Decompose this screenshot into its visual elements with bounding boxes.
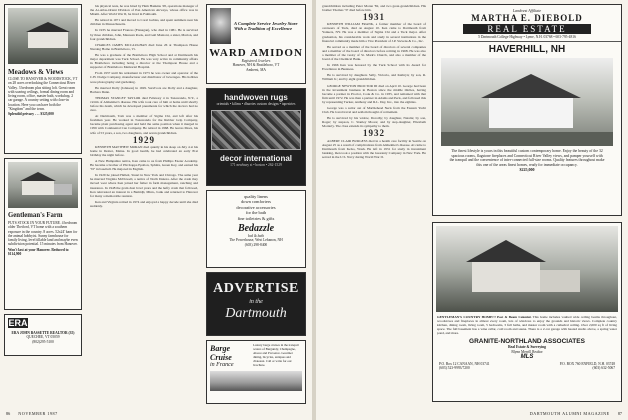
left-page	[0, 0, 312, 420]
diebold-tagline: Landvest Affiliate	[512, 8, 542, 13]
diebold-ad	[432, 4, 622, 216]
paragraph: KENNETH WILLIAM FRANK, a former member of the board of overseers of Tuck, died on August 10. Ken came to Dartmouth from Yonkers, NY. He was a member of Sigma Chi and a Tuck major. After graduation, his considerable work and study in several institutions in the financial community made him a Vice President of J.P. Stevens & Co., Inc.	[322, 22, 426, 43]
year-heading-1931: 1931	[363, 12, 385, 23]
diebold-town: HAVERHILL, NH	[488, 44, 566, 56]
gentleman-farm-title: Gentleman's Farm	[8, 212, 63, 219]
decor-address: 171 newbury st • boston • 262-1529	[230, 163, 282, 168]
paragraph: He married Dolly (Johnson) in 1929. Survivors are Dolly and a daughter, Barbara Dunn.	[90, 85, 198, 94]
paragraph: grandchildren including Peter Moran '82, and two great-grandchildren. His brother Thomas '37 died before him.	[322, 4, 426, 13]
paragraph: He was a graduate of the Brattleboro High School and at Dartmouth his major department was Tuck School. He was very active in community affairs in Brattleboro including being a director at the Thompson House and a supporter of Brattleboro Memorial Hospital.	[90, 52, 198, 70]
page-number-left: 86	[6, 411, 11, 416]
ward-amidon-town: Amherst, MA	[246, 67, 266, 72]
decor-international-ad	[206, 88, 306, 186]
granite-body: This home includes vaulted wide ceiling beams throughout, woodstoves and fireplaces in almost every room, lots of windows to enjoy the grounds and historic views. Complete country kitchen, dining room, living room, 5 bedrooms, 3 full baths, and master room with a cathedral ceiling. Over 2,000 sq ft of living space. The full basement has a wine cellar, cold room and sauna. There is a 2-car garage with heated studio above, a spring water pond, and more.	[437, 315, 617, 336]
era-logo: ERA	[8, 318, 28, 328]
paragraph: KENNETH MATTHEW MORAN died quietly in his sleep on July 4 at his home in Dexter, Maine. In good health, he had celebrated an early 81st birthday the night before.	[90, 144, 198, 157]
barge-title2: in France	[210, 362, 234, 368]
bedazzle-line: decorative accessories	[236, 204, 276, 210]
decor-items: orientals • kilims • dhurries custom designs • tapestries	[216, 102, 296, 106]
granite-contact: Blynn Merrill Realtor	[511, 349, 543, 354]
jewelry-title: A Complete Service Jewelry Store With a Tradition of Excellence	[234, 20, 298, 31]
advertise-line3: Dartmouth	[225, 306, 287, 321]
bedazzle-line: down comforters	[241, 199, 271, 205]
paragraph: GEORGE NEWTON PROCTOR III died on April 10. George had been in the investment business in Boston since the middle thirties, having become a partner in Proctor, Cook & Co. in 1935, and remained with that firm until 1972. He was then a partner in Adams and Peck, and followed this by representing Tucker, Anthony and R.L. Day, Inc., into the eighties.	[322, 83, 426, 104]
paragraph: From 1937 until his retirement in 1973 he was owner and operator of the C.H. Dodge Company, manufacturer and distributor of beverages. His hobbies were photography and gardening.	[90, 71, 198, 84]
bedazzle-sub: bed & bath	[247, 234, 265, 239]
jewelry-ad	[206, 4, 306, 84]
diebold-name: MARTHA E. DIEBOLD	[471, 13, 583, 23]
gentleman-farm-cta: Won't last at your Hanover. Reduced to $114,900	[8, 247, 69, 257]
era-town: QUECHEE, VT 05059	[26, 335, 60, 340]
bedazzle-line: fine toiletries & gifts	[237, 215, 275, 221]
ward-amidon-name: WARD AMIDON	[209, 47, 303, 59]
granite-address-left: P.O. Box 12 CANAAN, NH 03741	[439, 362, 490, 367]
right-page	[316, 0, 628, 420]
barge-cruise-ad	[206, 340, 306, 404]
right-footer	[530, 411, 622, 416]
magazine-name: DARTMOUTH ALUMNI MAGAZINE	[529, 411, 610, 416]
rug-pattern	[211, 110, 301, 150]
barge-body: Luxury barge cruises in the tranquil waters of Burgundy, Champagne, Alsace and Provence. Gourmet dining, bicycles, antiques and chateaux. Call or write for our brochure.	[253, 343, 299, 367]
diebold-price: $225,000	[519, 166, 535, 172]
granite-phone-left: (603) 523-9993/7200	[439, 366, 470, 371]
granite-phone-right: (603) 632-5067	[592, 366, 615, 371]
era-phone: (802)295-5100	[32, 339, 54, 344]
page-number-right: 87	[617, 411, 622, 416]
paragraph: Ken and Virginia retired in 1974 and enjoyed a happy decade until she died suddenly.	[90, 199, 198, 208]
barge-illustration	[210, 371, 302, 391]
paragraph: In 1935 he married Frances (Flanagan), who died in 1981. He is survived by three children, John, Maureen Rook, and Gail Mantoni, a sister, Marion, and four grandchildren.	[90, 28, 198, 41]
meadows-ad	[4, 4, 82, 154]
paragraph: CHARLES JAMES MCCAUGHAN died June 26 at Thompson House Nursing Home in Brattleboro, Vt.	[90, 42, 198, 51]
diebold-description: The finest lifestyle is yours in this beautiful custom contemporary home. Enjoy the beauty of the 32 spacious rooms, flagstone fireplaces and Connecticut River Valley views, and pamper yourself with the tranquil and the convenience of inter-connected full-size rooms. Quality features throughout make this one of the areas finest homes, ready for immediate occupancy.	[449, 149, 605, 168]
paragraph: George was a sailor out of Marblehead Neck from the Eastern Yacht Club. He loved travel and seldom thought of retirement.	[322, 105, 426, 115]
paragraph: In 1929 he joined Hallett, Stuart in New York and Chicago. The same year he married Virginia McDowell, a native of North Dakota. After the crash they moved west where Ken joined her father in farm management, ranching and insurance. In 1948 the grain dust bowl years and the hefty crash that followed, Ken reinvested an interest in a Bemidji, Minn., bank and returned to Hanover for many a memorable reunion.	[90, 173, 198, 198]
left-footer	[6, 411, 58, 416]
bedazzle-name: Bedazzle	[237, 223, 275, 235]
paragraph: THOMAS STANLEY TAYLOR died February 4 in Tonawanda, N.Y., a victim of Alzheimer's disease. His wife took care of him at home until shortly before his death, which he developed pneumonia for which the doctors had no cure.	[90, 95, 198, 113]
decor-title: handwoven rugs	[224, 93, 288, 102]
right-text-column	[322, 4, 426, 400]
barge-title: Barge Cruise	[210, 344, 232, 362]
gentleman-farm-body: PUTS STOCK IN YOUR FUTURE. 4 bedroom older Thetford, VT home with a southern exposure in the country. 8 acres. 52x24' barn for the animal hobbyist. Sunny farmhouse for family living, level tillable land and maybe even subdivision potential. 15 minutes from Hanover.	[8, 221, 78, 247]
meadows-title: Meadows & Views	[8, 68, 64, 76]
haverhill-photo	[441, 58, 613, 146]
advertise-line1: ADVERTISE	[213, 281, 299, 296]
bedazzle-phone: (603) 298-8400	[244, 242, 268, 247]
paragraph: He is survived by daughters Sally, Victoria, and Kathryn; by son, R. William Jr.; and by eight grandchildren.	[322, 73, 426, 82]
issue-date: NOVEMBER 1987	[18, 411, 58, 416]
farm-photo	[8, 162, 78, 208]
diebold-sub: REAL ESTATE	[463, 24, 591, 34]
paragraph: In 1966 Ken was honored by the Tuck School with its Award for Excellence in Business.	[322, 63, 426, 72]
advertise-ad	[206, 272, 306, 336]
era-realtor-ad	[4, 314, 82, 356]
paragraph: He retired in 1971 and moved to Coral Gables, and spent summers near his children in Massachusetts.	[90, 18, 198, 27]
paragraph: He is survived by his widow, Dorothy; by daughter, Natalie; by son, Roger; by stepson, C. Stanley Moore; and by step-daughter, Elizabeth Moriarty. The class extends its sympathy to them.	[322, 116, 426, 129]
mls-logo: MLS	[520, 354, 534, 361]
paragraph: He served as a member of the board of directors of several companies and a member of the board of directors before retiring in 1968. He was also a member of the vestry of St. Mark's Church, and also a member of the board of the Chemical Bank.	[322, 44, 426, 62]
bedazzle-address: The Powerhouse, West Lebanon, NH	[229, 238, 283, 243]
year-heading-1932: 1932	[363, 128, 385, 139]
paragraph: A New Hampshire native, Ken came to us from Phillips Exeter Academy. He became a brother of Phi Kappa Epsilon, Sphinx, Green Key, and earned his "D" in baseball. He majored in English.	[90, 159, 198, 172]
ward-amidon-subtitle: Registered Jewelers	[241, 59, 271, 63]
paragraph: ALBERT CLAIR BURGESS died in a health care facility in Seattle on August 25 as a result of complications from Alzheimer's disease. Al came to Dartmouth from Kelso, Wash. He left in 1931 for study in investment banking, then took a position with the Guaranty Company in New York. He served in the U.S. Navy during World War II.	[322, 138, 426, 159]
bedazzle-ad	[206, 190, 306, 268]
left-text-column	[90, 4, 198, 400]
decor-name: decor international	[219, 154, 292, 164]
meadows-body: CLOSE TO HANOVER & WOODSTOCK, VT on 28 acres overlooking the Connecticut River Valley. 3 bedroom plus sitting loft. Great room with soaring ceilings, formal dining room and living room, office, master bath, workshop, 2 car garage. A country setting with close-in location. Here you can have both the "Kingdom" and the town.	[8, 77, 78, 112]
gentleman-country-home-photo	[436, 226, 618, 312]
paragraph: At Dartmouth, Tom was a member of Sigma Chi, and left after his freshman year. He worked in Tonawanda for the Rubber Grip Company, became plant purchasing agent and held the same position when it merged in 1956 with Continental Can Company. He retired in 1968. He leaves Moza, his wife of 53 years, a son, two daughters, and seven grandchildren.	[90, 114, 198, 135]
granite-sub: Real Estate & Surveying	[508, 345, 546, 350]
bedazzle-line: for the bath	[245, 210, 267, 216]
meadows-photo	[8, 8, 78, 64]
ward-amidon-address: Hanover, NH & Brattleboro, VT	[232, 63, 280, 68]
era-name: ERA JOHN BASSETTE REALTOR (35)	[11, 331, 75, 335]
granite-name: GRANITE-NORTHLAND ASSOCIATES	[469, 338, 585, 346]
gentleman-farm-ad	[4, 158, 82, 310]
paragraph: his physical tests, he was hired by Ham Hankins '28, operations manager of the At-Atlas-Orient Division of Pan American Airways, whose office was in Miami. After World War II, he lived in Falmouth.	[90, 4, 198, 17]
bedazzle-line: quality linens	[244, 194, 268, 199]
advertise-line2: in the	[249, 299, 263, 305]
diebold-address: 5 Dartmouth College Highway • Lyme, N.H. 03768 • 603-795-4816	[478, 35, 576, 39]
year-heading-1929: 1929	[133, 134, 155, 145]
meadows-price: Splendid privacy . . . $325,000	[8, 112, 54, 117]
granite-address-right: P.O. BOX 760 ENFIELD, N.H. 03748	[559, 362, 615, 367]
granite-headline: GENTLEMAN'S COUNTRY HOME!!! Post & Beam Colonial.	[437, 315, 532, 319]
jewelry-photo	[210, 8, 231, 44]
granite-northland-ad	[432, 222, 622, 402]
